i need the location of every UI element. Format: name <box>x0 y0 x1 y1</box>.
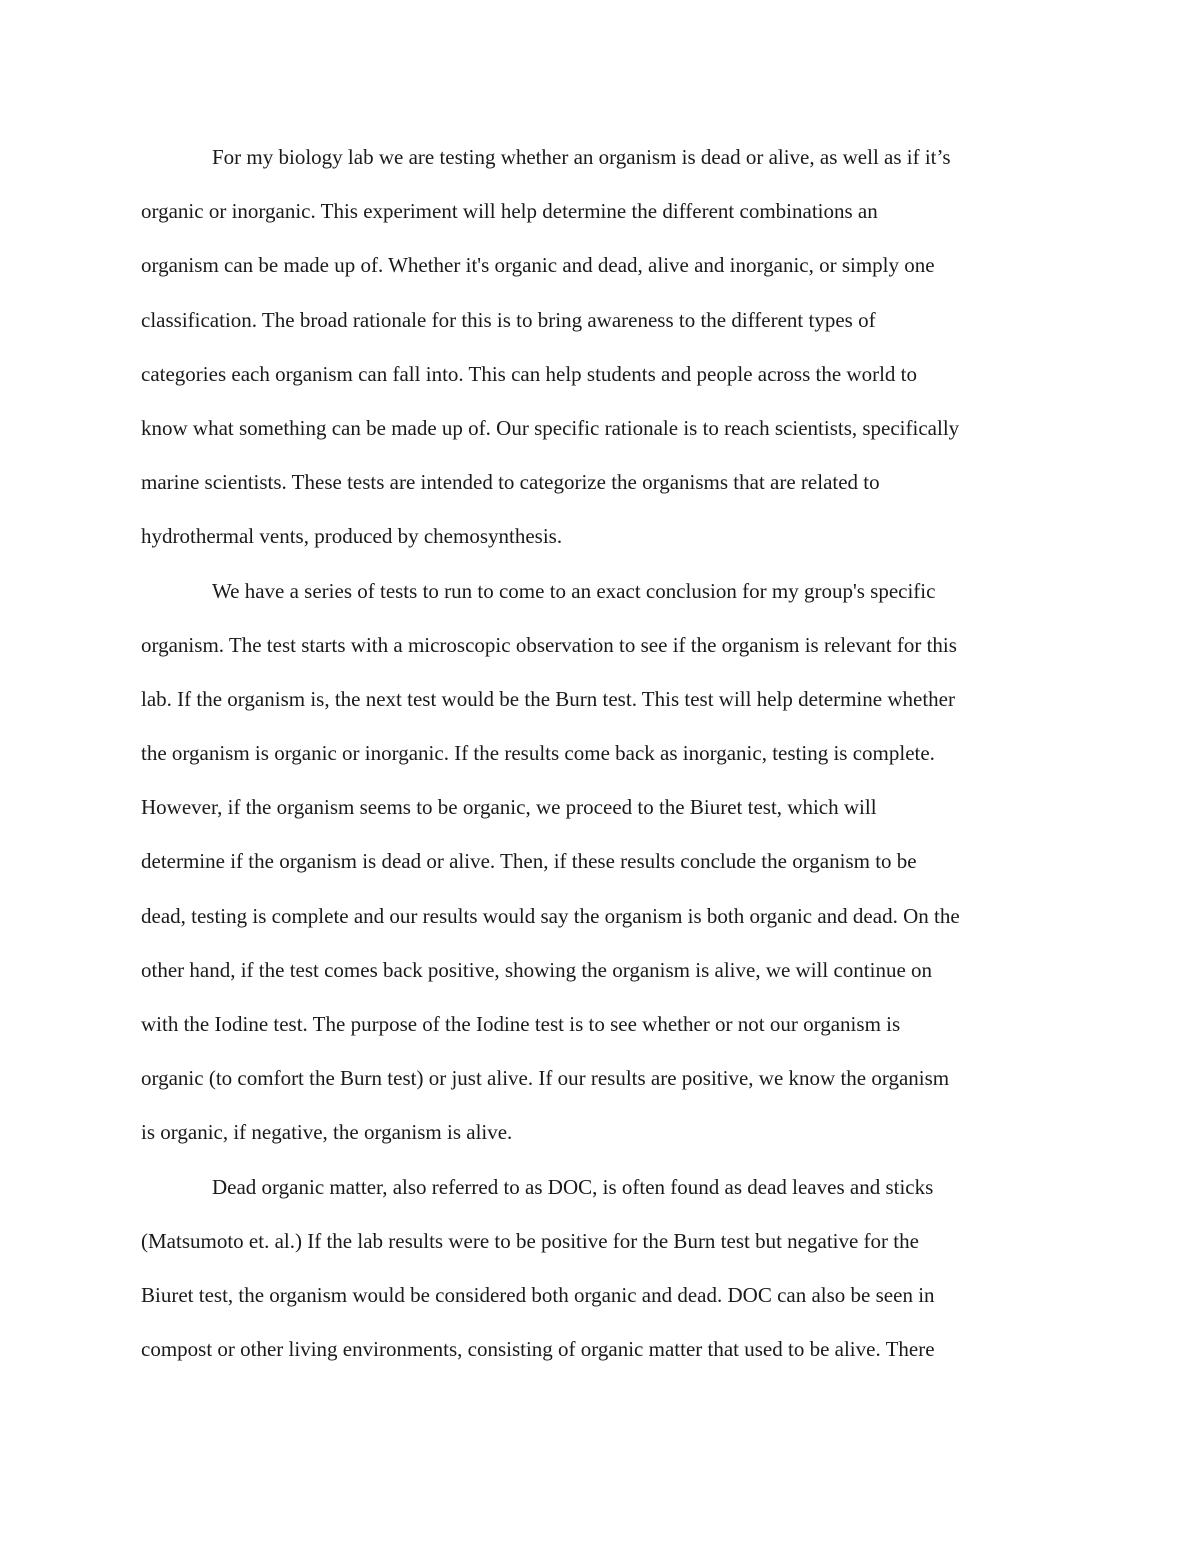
text-line: know what something can be made up of. Our specific rationale is to reach scientists, specifically <box>141 415 960 440</box>
text-line: hydrothermal vents, produced by chemosynthesis. <box>141 524 563 549</box>
text-line: organism. The test starts with a microscopic observation to see if the organism is relevant for this <box>141 632 957 657</box>
text-line: (Matsumoto et. al.) If the lab results were to be positive for the Burn test but negative for the <box>141 1228 919 1253</box>
text-line: categories each organism can fall into. This can help students and people across the world to <box>141 361 917 386</box>
text-line: dead, testing is complete and our results would say the organism is both organic and dead. On the <box>141 903 960 928</box>
text-line: Biuret test, the organism would be considered both organic and dead. DOC can also be seen in <box>141 1282 935 1307</box>
text-line: organic or inorganic. This experiment will help determine the different combinations an <box>141 199 878 224</box>
text-line: However, if the organism seems to be organic, we proceed to the Biuret test, which will <box>141 795 877 820</box>
text-line: organism can be made up of. Whether it's organic and dead, alive and inorganic, or simply one <box>141 253 935 278</box>
text-line: Dead organic matter, also referred to as DOC, is often found as dead leaves and sticks <box>212 1174 934 1199</box>
text-line: marine scientists. These tests are intended to categorize the organisms that are related to <box>141 470 880 495</box>
paragraph-3 <box>141 1160 1071 1377</box>
text-line: organic (to comfort the Burn test) or just alive. If our results are positive, we know the organism <box>141 1066 950 1091</box>
text-line: classification. The broad rationale for this is to bring awareness to the different types of <box>141 307 876 332</box>
text-line: We have a series of tests to run to come to an exact conclusion for my group's specific <box>212 578 936 603</box>
paragraph-1 <box>141 130 1071 564</box>
text-line: determine if the organism is dead or alive. Then, if these results conclude the organism to be <box>141 849 917 874</box>
document-body <box>141 130 1071 1376</box>
paragraph-2 <box>141 564 1071 1160</box>
text-line: other hand, if the test comes back positive, showing the organism is alive, we will continue on <box>141 957 933 982</box>
text-line: lab. If the organism is, the next test would be the Burn test. This test will help determine whether <box>141 686 955 711</box>
text-line: with the Iodine test. The purpose of the Iodine test is to see whether or not our organism is <box>141 1012 901 1036</box>
text-line: the organism is organic or inorganic. If the results come back as inorganic, testing is complete. <box>141 741 935 766</box>
text-line: compost or other living environments, consisting of organic matter that used to be alive. There <box>141 1337 935 1362</box>
text-line: For my biology lab we are testing whether an organism is dead or alive, as well as if it’s <box>212 145 951 169</box>
text-line: is organic, if negative, the organism is alive. <box>141 1120 513 1145</box>
